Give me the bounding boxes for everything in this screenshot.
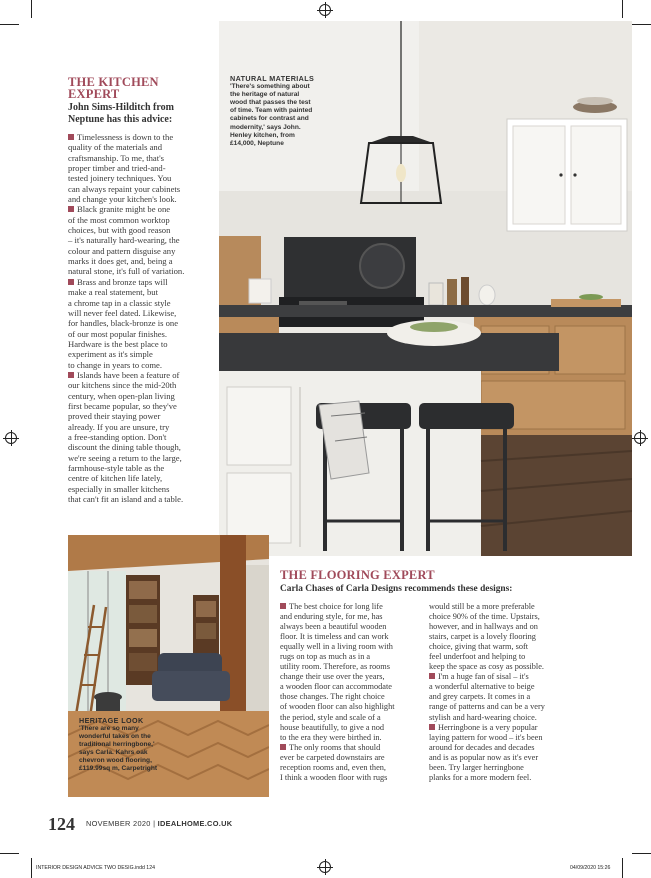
text-line [280, 652, 450, 662]
text-line-content: wonderful takes on the [79, 733, 151, 740]
flooring-expert-section [280, 569, 632, 595]
registration-mark-icon [319, 861, 331, 873]
text-line [280, 733, 450, 743]
crop-mark [622, 858, 623, 878]
text-line-content: discount the dining table though, [68, 442, 181, 453]
text-line [68, 194, 210, 204]
text-line [280, 672, 450, 682]
text-line-content: and enduring style, for me, has [280, 612, 383, 622]
text-line-content: marks it does get, and, being a [68, 256, 173, 267]
text-line-content: craftsmanship. To me, that's [68, 152, 165, 163]
text-line-content: floor. It is timeless and can work [280, 632, 389, 642]
text-line [68, 463, 210, 473]
bullet-square-icon [429, 673, 435, 679]
text-line-content: choices, but with good reason [68, 225, 171, 236]
text-line [79, 749, 199, 757]
text-line [230, 140, 342, 148]
text-line [68, 287, 210, 297]
text-line [68, 380, 210, 390]
text-line [68, 432, 210, 442]
text-line-content: says Carla. Kahrs oak [79, 749, 148, 756]
text-line [68, 349, 210, 359]
text-line [230, 107, 342, 115]
text-line-content: of our most popular finishes. [68, 328, 168, 339]
caption-title: NATURAL MATERIALS [230, 74, 315, 83]
text-line [68, 318, 210, 328]
text-line [429, 743, 599, 753]
text-line [280, 692, 450, 702]
text-line [230, 91, 342, 99]
text-line-content: would still be a more preferable [429, 602, 535, 611]
bullet-square-icon [68, 206, 74, 212]
text-line [68, 142, 210, 152]
text-line-content: however, and in hallways and on [429, 622, 538, 632]
text-line-content: – it's naturally hard-wearing, the [68, 235, 180, 246]
text-line [68, 370, 210, 380]
text-line [429, 642, 599, 652]
text-line [68, 411, 210, 421]
text-line-content: choice 90% of the time. Upstairs, [429, 612, 540, 622]
text-line-content: modernity,' says John. [230, 123, 301, 131]
text-line [68, 339, 210, 349]
text-line [429, 702, 599, 712]
text-line-content: we're seeing a return to the large, [68, 452, 182, 463]
text-line-content: first became popular, so they've [68, 400, 177, 411]
text-line [68, 360, 210, 370]
text-line-content: and grey carpets. It comes in a [429, 692, 531, 702]
text-line-content: experiment as it's simple [68, 349, 153, 360]
text-line-content: rugs on top as much as in a [280, 652, 371, 662]
text-line-content: proved their staying power [68, 411, 161, 422]
crop-mark [0, 24, 19, 25]
text-line-content: will never feel dated. Likewise, [68, 307, 177, 318]
text-line-content: that can't fit an island and a table. [68, 494, 184, 505]
text-line [280, 642, 450, 652]
text-line [429, 662, 599, 672]
heritage-look-caption [79, 717, 199, 773]
caption-body [79, 725, 199, 773]
text-line [230, 99, 342, 107]
text-line [68, 204, 210, 214]
text-line-content: for handles, black-bronze is one [68, 318, 179, 329]
text-line [429, 753, 599, 763]
text-line-content: farmhouse-style table as the [68, 463, 165, 473]
subtitle-line: John Sims-Hilditch from [68, 102, 174, 113]
text-line-content: planks for a more modern feel. [429, 772, 532, 782]
text-line [68, 391, 210, 401]
text-line [68, 246, 210, 256]
text-line-content: £14,000, Neptune [230, 139, 284, 147]
text-line [79, 733, 199, 741]
bullet-square-icon [429, 724, 435, 730]
text-line [79, 741, 199, 749]
text-line [429, 723, 599, 733]
text-line-content: always been a beautiful wooden [280, 622, 387, 632]
text-line [429, 672, 599, 682]
text-line [68, 132, 210, 142]
crop-mark [0, 853, 19, 854]
text-line [230, 132, 342, 140]
text-line [429, 733, 599, 743]
text-line [280, 753, 450, 763]
text-line-content: centre of kitchen life lately, [68, 473, 163, 484]
website-link[interactable]: IDEALHOME.CO.UK [157, 819, 233, 828]
text-line-content: laying pattern for wood – it's been [429, 732, 543, 742]
text-line-content: utility room. Therefore, as rooms [280, 662, 390, 672]
text-line-content: around for decades and decades [429, 742, 535, 752]
text-line-content: already. If you are unsure, try [68, 421, 170, 432]
text-line [230, 115, 342, 123]
text-line-content: tested joinery techniques. You [68, 173, 172, 184]
text-line-content: Brass and bronze taps will [77, 276, 168, 287]
flooring-expert-subtitle: Carla Chases of Carla Designs recommends these designs: [280, 584, 513, 594]
text-line [280, 713, 450, 723]
flooring-expert-title: THE FLOORING EXPERT [280, 568, 435, 582]
text-line [429, 622, 599, 632]
crop-mark [622, 0, 623, 18]
text-line [280, 682, 450, 692]
text-line [429, 713, 599, 723]
text-line-content: Hardware is the best place to [68, 338, 168, 349]
text-line [79, 765, 199, 773]
text-line [68, 163, 210, 173]
page-number: 124 [48, 814, 75, 834]
registration-mark-icon [5, 432, 17, 444]
text-line [79, 757, 199, 765]
text-line-content: those changes. The right choice [280, 692, 385, 702]
text-line [280, 602, 450, 612]
text-line-content: and change your kitchen's look. [68, 194, 177, 205]
text-line-content: century, when open-plan living [68, 390, 175, 401]
text-line-content: especially in smaller kitchens [68, 483, 170, 494]
text-line-content: been. Try larger herringbone [429, 762, 524, 772]
text-line [429, 682, 599, 692]
text-line [68, 484, 210, 494]
text-line-content: our kitchens since the mid-20th [68, 380, 177, 391]
subtitle-line: Neptune has this advice: [68, 114, 173, 125]
text-line [230, 124, 342, 132]
text-line [68, 298, 210, 308]
text-line-content: ever be carpeted downstairs are [280, 752, 385, 762]
bullet-square-icon [68, 134, 74, 140]
text-line-content: Henley kitchen, from [230, 131, 295, 139]
text-line-content: of time. Team with painted [230, 107, 313, 115]
text-line [68, 453, 210, 463]
text-line-content: can always repaint your cabinets [68, 183, 181, 194]
text-line [280, 632, 450, 642]
text-line [68, 442, 210, 452]
text-line [68, 277, 210, 287]
text-line-content: keep the space as cosy as possible. [429, 662, 544, 672]
kitchen-expert-subtitle [68, 102, 210, 126]
crop-mark [31, 858, 32, 878]
text-line [68, 235, 210, 245]
text-line-content: Herringbone is a very popular [438, 722, 538, 732]
crop-mark [632, 24, 651, 25]
text-line-content: the period, style and scale of a [280, 712, 381, 722]
text-line-content: change their use over the years, [280, 672, 385, 682]
text-line-content: Black granite might be one [77, 204, 171, 215]
text-line-content: of the most common worktop [68, 214, 170, 225]
text-line [68, 422, 210, 432]
kitchen-expert-section [68, 76, 210, 504]
text-line-content: to change in years to come. [68, 359, 163, 370]
text-line-content: a chrome tap in a classic style [68, 297, 171, 308]
text-line [68, 494, 210, 504]
bullet-square-icon [68, 279, 74, 285]
text-line [68, 184, 210, 194]
text-line [280, 622, 450, 632]
text-line [280, 743, 450, 753]
text-line [68, 401, 210, 411]
text-line-content: a wonderful alternative to beige [429, 682, 535, 692]
caption-title: HERITAGE LOOK [79, 716, 144, 725]
text-line-content: choice, giving that warm, soft [429, 642, 529, 652]
bullet-square-icon [68, 372, 74, 378]
text-line [68, 173, 210, 183]
text-line-content: 'There are so many [79, 725, 139, 732]
text-line-content: feel underfoot and helping to [429, 652, 526, 662]
text-line [429, 602, 599, 612]
text-line-content: I think a wooden floor with rugs [280, 772, 388, 782]
text-line [68, 473, 210, 483]
text-line [429, 692, 599, 702]
text-line-content: house beautifully, to give a nod [280, 722, 385, 732]
crop-mark [31, 0, 32, 18]
text-line-content: Timelessness is down to the [77, 132, 174, 142]
text-line [68, 308, 210, 318]
bullet-square-icon [280, 603, 286, 609]
text-line-content: and is as popular now as it's ever [429, 752, 539, 762]
kitchen-expert-title [68, 76, 210, 100]
flooring-column-1 [280, 602, 450, 783]
text-line-content: Islands have been a feature of [77, 369, 180, 380]
text-line-content: colour and pattern disguise any [68, 245, 176, 256]
text-line [429, 652, 599, 662]
text-line-content: a wooden floor can accommodate [280, 682, 392, 692]
issue-date: NOVEMBER 2020 [86, 819, 151, 828]
text-line [429, 612, 599, 622]
text-line-content: of wooden floor can also highlight [280, 702, 395, 712]
slug-timestamp: 04/09/2020 15:26 [570, 865, 611, 871]
text-line [280, 612, 450, 622]
registration-mark-icon [319, 4, 331, 16]
text-line [280, 702, 450, 712]
text-line-content: stylish and hard-wearing choice. [429, 712, 537, 722]
text-line-content: reception rooms and, even then, [280, 762, 386, 772]
text-line [230, 83, 342, 91]
text-line-content: the heritage of natural [230, 91, 300, 99]
text-line [429, 763, 599, 773]
text-line-content: traditional herringbone,' [79, 741, 155, 748]
text-line [280, 763, 450, 773]
text-line-content: natural stone, it's full of variation. [68, 266, 185, 277]
text-line [68, 225, 210, 235]
text-line [429, 632, 599, 642]
kitchen-expert-body [68, 132, 210, 504]
text-line-content: wood that passes the test [230, 99, 311, 107]
text-line-content: cabinets for contrast and [230, 115, 309, 123]
crop-mark [632, 853, 651, 854]
text-line [68, 215, 210, 225]
text-line [68, 153, 210, 163]
natural-materials-caption [230, 75, 342, 148]
text-line [68, 256, 210, 266]
folio-separator: | [153, 819, 156, 828]
text-line-content: a free-standing option. Don't [68, 431, 167, 442]
text-line-content: stairs, carpet is a lovely flooring [429, 632, 536, 642]
text-line [280, 662, 450, 672]
registration-mark-icon [634, 432, 646, 444]
text-line-content: chevron wood flooring, [79, 757, 152, 764]
title-line: THE KITCHEN [68, 75, 159, 89]
text-line [68, 329, 210, 339]
text-line [429, 773, 599, 783]
text-line-content: £119.99sq m, Carpetright [79, 765, 158, 772]
slug-file-name: INTERIOR DESIGN ADVICE TWO DESIG.indd 124 [36, 865, 155, 871]
text-line-content: I'm a huge fan of sisal – it's [438, 672, 529, 682]
text-line-content: 'There's something about [230, 83, 310, 91]
text-line [280, 773, 450, 783]
text-line [79, 725, 199, 733]
text-line-content: The only rooms that should [289, 742, 381, 752]
caption-body [230, 83, 342, 148]
title-line: EXPERT [68, 87, 120, 101]
text-line-content: proper timber and tried-and- [68, 163, 166, 174]
text-line-content: quality of the materials and [68, 142, 163, 153]
flooring-column-2 [429, 602, 599, 783]
text-line-content: equally well in a living room with [280, 642, 393, 652]
text-line-content: range of patterns and can be a very [429, 702, 545, 712]
text-line-content: make a real statement, but [68, 287, 158, 298]
bullet-square-icon [280, 744, 286, 750]
text-line-content: to the era they were birthed in. [280, 732, 382, 742]
folio-line [86, 819, 232, 828]
text-line [280, 723, 450, 733]
text-line-content: The best choice for long life [289, 602, 383, 611]
text-line [68, 266, 210, 276]
